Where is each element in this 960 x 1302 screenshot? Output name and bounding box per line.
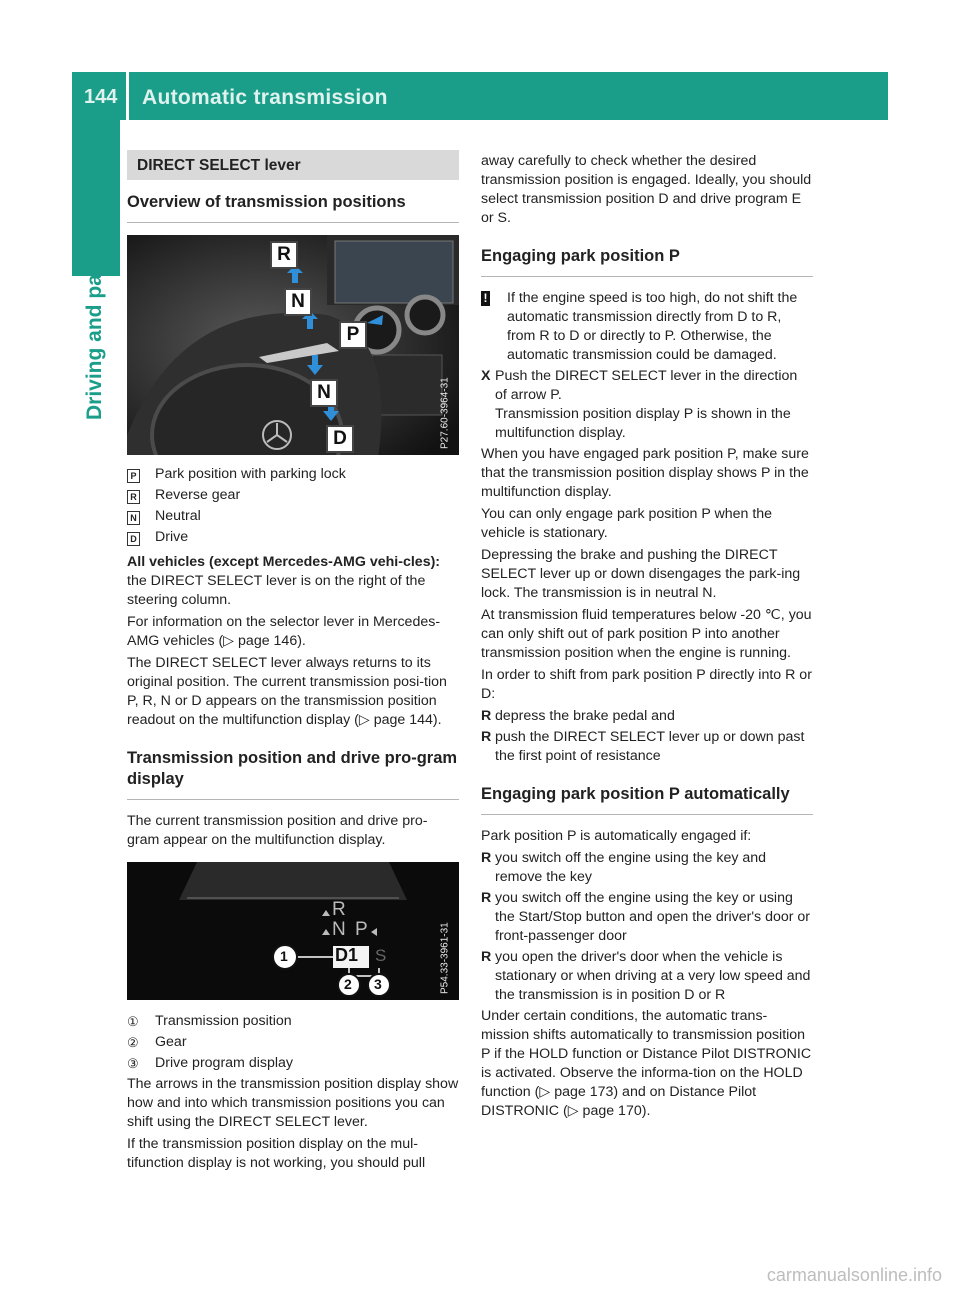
section-side-label: Driving and parking [83,222,106,420]
not-working-paragraph: If the transmission position display on the mul-tifunction display is not working, you should pull [127,1136,426,1171]
legend-item: D Drive [127,528,459,547]
warning-block: ! If the engine speed is too high, do not shift the automatic transmission directly from D to R, from R to D or directly to P. Otherwise, the automatic transmission could be damaged. [481,289,813,365]
label-n-lower: N [310,379,338,407]
when-engaged-paragraph: When you have engaged park position P, make sure that the transmission position display shows P in the multifunction display. [481,446,809,500]
label-r: R [270,241,298,269]
bullet-icon: R [481,729,492,745]
gear-legend [127,465,459,547]
depressing-paragraph: Depressing the brake and pushing the DIRECT SELECT lever up or down disengages the park-ing lock. The transmission is in neutral N. [481,547,801,601]
page-header [72,72,888,120]
bullet-icon: R [481,949,492,965]
display-gear-d1: D1 [335,945,359,965]
lever-returns-paragraph: The DIRECT SELECT lever always returns to its original position. The current transmission posi-tion P, R, N or D appears on the transmission position readout on the multifunction display (▷ page 144). [127,655,447,728]
heading-display: Transmission position and drive pro-gram display [127,748,459,800]
list-item: R push the DIRECT SELECT lever up or down past the first point of resistance [481,729,805,764]
display-intro-paragraph: The current transmission position and drive pro-gram appear on the multifunction display. [127,813,428,848]
label-n-upper: N [284,288,312,316]
bullet-icon: R [481,890,492,906]
multifunction-display-photo [127,862,459,1000]
footer-watermark: carmanualsonline.info [766,1265,942,1285]
display-program-s: S [375,946,387,965]
section-band: DIRECT SELECT lever [127,150,459,180]
callout-3-icon: ③ [127,1056,139,1071]
display-legend [127,1012,459,1073]
legend-item: ③ Drive program display [127,1055,293,1071]
all-vehicles-paragraph: All vehicles (except Mercedes-AMG vehi-cles): the DIRECT SELECT lever is on the right of the steering column. [127,554,441,608]
heading-overview: Overview of transmission positions [127,192,459,223]
display-gear-r: R [332,899,346,920]
legend-item: ① Transmission position [127,1013,292,1029]
list-item: R you open the driver's door when the vehicle is stationary or when driving at a very low speed and the transmission is in position D or R [481,949,811,1003]
step-arrow-icon: X [481,368,491,384]
callout-1-icon: ① [127,1014,139,1029]
display-illustration [127,862,459,1000]
d-symbol-icon: D [127,532,140,546]
instruction-step: X Push the DIRECT SELECT lever in the direction of arrow P. Transmission position display P is shown in the multifunction display. [481,368,798,441]
display-watermark: P54.33-3961-31 [440,922,451,994]
conditions-paragraph: Under certain conditions, the automatic trans-mission shifts automatically to transmission position P if the HOLD function or Distance Pilot DISTRONIC is activated. Observe the informa-tion on the HOLD function (▷ page 173) and on Distance Pilot DISTRONIC (▷ page 170). [481,1008,812,1119]
header-divider [126,72,129,120]
list-item: R depress the brake pedal and [481,708,675,724]
callout-2: 2 [344,976,352,992]
list-item: R you switch off the engine using the key or using the Start/Stop button and open the driver's door or front-passenger door [481,890,811,944]
right-column [481,152,813,1124]
steering-lever-photo [127,235,459,455]
display-gear-np: N P [332,919,370,940]
auto-intro-paragraph: Park position P is automatically engaged if: [481,828,752,844]
n-symbol-icon: N [127,511,140,525]
continuation-paragraph: away carefully to check whether the desired transmission position is engaged. Ideally, you should select transmission position D and drive program E or S. [481,153,812,226]
list-item: R you switch off the engine using the key and remove the key [481,850,767,885]
in-order-paragraph: In order to shift from park position P directly into R or D: [481,667,812,702]
heading-park: Engaging park position P [481,246,813,277]
bullet-icon: R [481,850,492,866]
bullet-icon: R [481,708,492,724]
label-d: D [326,425,354,453]
callout-1: 1 [280,948,288,964]
r-symbol-icon: R [127,490,140,504]
left-column [127,150,459,1176]
arrows-paragraph: The arrows in the transmission position display show how and into which transmission positions you can shift using the DIRECT SELECT lever. [127,1076,459,1130]
legend-item: N Neutral [127,507,459,526]
chapter-title: Automatic transmission [142,86,388,109]
callout-2-icon: ② [127,1035,139,1050]
amg-info-paragraph: For information on the selector lever in Mercedes-AMG vehicles (▷ page 146). [127,614,441,649]
page-number: 144 [84,86,118,108]
legend-item: R Reverse gear [127,486,459,505]
warning-icon: ! [481,291,490,306]
callout-3: 3 [374,976,382,992]
p-symbol-icon: P [127,469,140,483]
fluid-temperature-paragraph: At transmission fluid temperatures below -20 ℃, you can only shift out of park position P into another transmission position when the engine is running. [481,607,812,661]
photo-watermark: P27.60-3964-31 [440,377,451,449]
heading-auto-park: Engaging park position P automatically [481,784,813,815]
label-p: P [339,321,367,349]
legend-item: ② Gear [127,1034,187,1050]
legend-item: P Park position with parking lock [127,465,459,484]
stationary-paragraph: You can only engage park position P when the vehicle is stationary. [481,506,773,541]
